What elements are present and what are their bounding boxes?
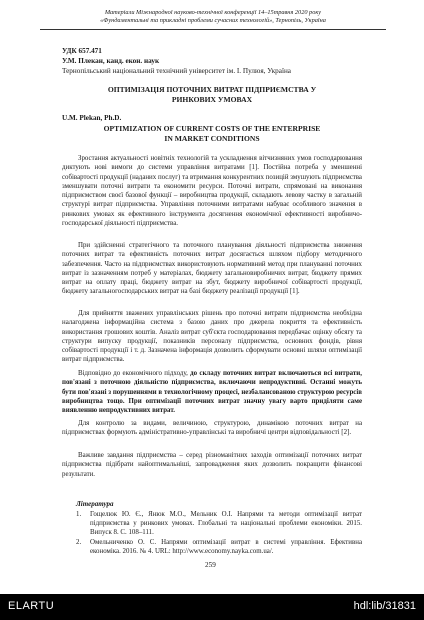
reference-number: 2. <box>76 538 82 546</box>
reference-number: 1. <box>76 511 82 518</box>
reference-item <box>62 510 362 538</box>
references-list <box>62 510 362 556</box>
affiliation: Тернопільський національний технічний університет ім. І. Пулюя, Україна <box>62 67 291 75</box>
title-english-line-2: IN MARKET CONDITIONS <box>164 134 260 143</box>
title-ukrainian-line-1: ОПТИМІЗАЦІЯ ПОТОЧНИХ ВИТРАТ ПІДПРИЄМСТВА У <box>107 85 317 94</box>
paragraph-6: Важливе завдання підприємства – серед різноманітних заходів оптимізації поточних витрат підприємства підібрати найоптимальніші, запровадження яких дозволить покращити фінансові результати. <box>62 452 362 478</box>
reference-text: Омельниченко О. С. Напрями оптимізації витрат в системі управління. Ефективна економіка. 2016. № 4. URL: http://www.economy.nayka.com.ua/. <box>90 538 362 555</box>
paragraph-4 <box>62 369 362 415</box>
header-rule <box>40 29 386 30</box>
paragraph-5: Для контролю за видами, величиною, структурою, динамікою поточних витрат на підприємствах формують адміністративно-управлінські та виробничі центри відповідальності [2]. <box>62 420 362 437</box>
handle-identifier: hdl:lib/31831 <box>353 600 416 612</box>
author-ukrainian: У.М. Плекан, канд. екон. наук <box>62 57 160 65</box>
page-number: 259 <box>205 561 216 569</box>
paragraph-3: Для прийняття зважених управлінських рішень про поточні витрати підприємства необхідна налагоджена інформаційна система з базою даних про джерела покриття та ефективність використання грошових коштів. Аналіз витрат суб'єкта господарювання передбачає оцінку обсягу та структури випуску продукції, показників персоналу підприємства, основних фондів, рівня собівартості продукції і т. д. Зазначена інформація дозволить сформувати основні шляхи оптимізації витрат підприємства. <box>62 310 362 364</box>
reference-item <box>62 538 362 556</box>
paragraph-1: Зростання актуальності новітніх технологій та ускладнення вітчизняних умов господарювання диктують нові вимоги до системи управління витратами [1]. Постійна потреба у зменшенні собівартості продукції (наданих послуг) та втримання конкурентних позицій змушують підприємства зменшувати поточні витрати та економити ресурси. Поточні витрати, спрямовані на виконання підприємством своєї базової функції – виробництва продукції, складають левову частку в загальній структурі витрат підприємства. Управління поточними витратами набуває особливого значення в ринкових умовах як ефективного інструмента досягнення економічної ефективності виробничо-господарської діяльності підприємства. <box>62 155 362 228</box>
author-english: U.M. Plekan, Ph.D. <box>62 114 122 122</box>
paragraph-4-bold: до складу поточних витрат включаються всі витрати, пов'язані з поточною діяльністю підприємства, включаючи непродуктивні. Останні можуть бути пов'язані з порушеннями в технологічному процесі, незбалансованою структурою ресурсів виробництва тощо. При оптимізації поточних витрат значну увагу варто приділяти саме виявленню непродуктивних витрат. <box>62 370 362 415</box>
udk-code: УДК 657.471 <box>62 47 102 55</box>
conference-line-1: Матеріали Міжнародної науково-технічної конференції 14–15травня 2020 року <box>104 9 322 16</box>
conference-header <box>40 9 386 25</box>
repository-name: ELARTU <box>8 600 55 612</box>
conference-line-2: «Фундаментальні та прикладні проблеми сучасних технологій», Тернопіль, Україна <box>100 17 326 24</box>
title-english-line-1: OPTIMIZATION OF CURRENT COSTS OF THE ENTERPRISE <box>103 124 321 133</box>
repository-footer-bar <box>0 594 424 620</box>
reference-text: Гощелюк Ю. Є., Янюк М.О., Мельник О.І. Напрями та методи оптимізації витрат підприємства у ринкових умовах. Глобальні та національні проблеми економіки. 2015. Випуск 8. С. 108–111. <box>90 511 362 537</box>
title-ukrainian-line-2: РИНКОВИХ УМОВАХ <box>171 95 253 104</box>
paragraph-4-plain: Відповідно до економічного підходу, <box>78 370 191 377</box>
paragraph-2: При здійсненні стратегічного та поточного планування діяльності підприємства зниження поточних витрат та ефективність поточних витрат досягається шляхом підбору методичного забезпечення. Часто на підприємствах використовують нормативний метод при плануванні поточних витрат із зазначенням потреб у матеріалах, бюджету загальновиробничих витрат, бюджету прямих витрат на оплату праці, бюджету витрат на збут, бюджету виробничої собівартості продукції, бюджету загальногосподарських витрат на базі бюджету реалізації продукції [1]. <box>62 242 362 296</box>
references-title: Література <box>76 500 114 508</box>
